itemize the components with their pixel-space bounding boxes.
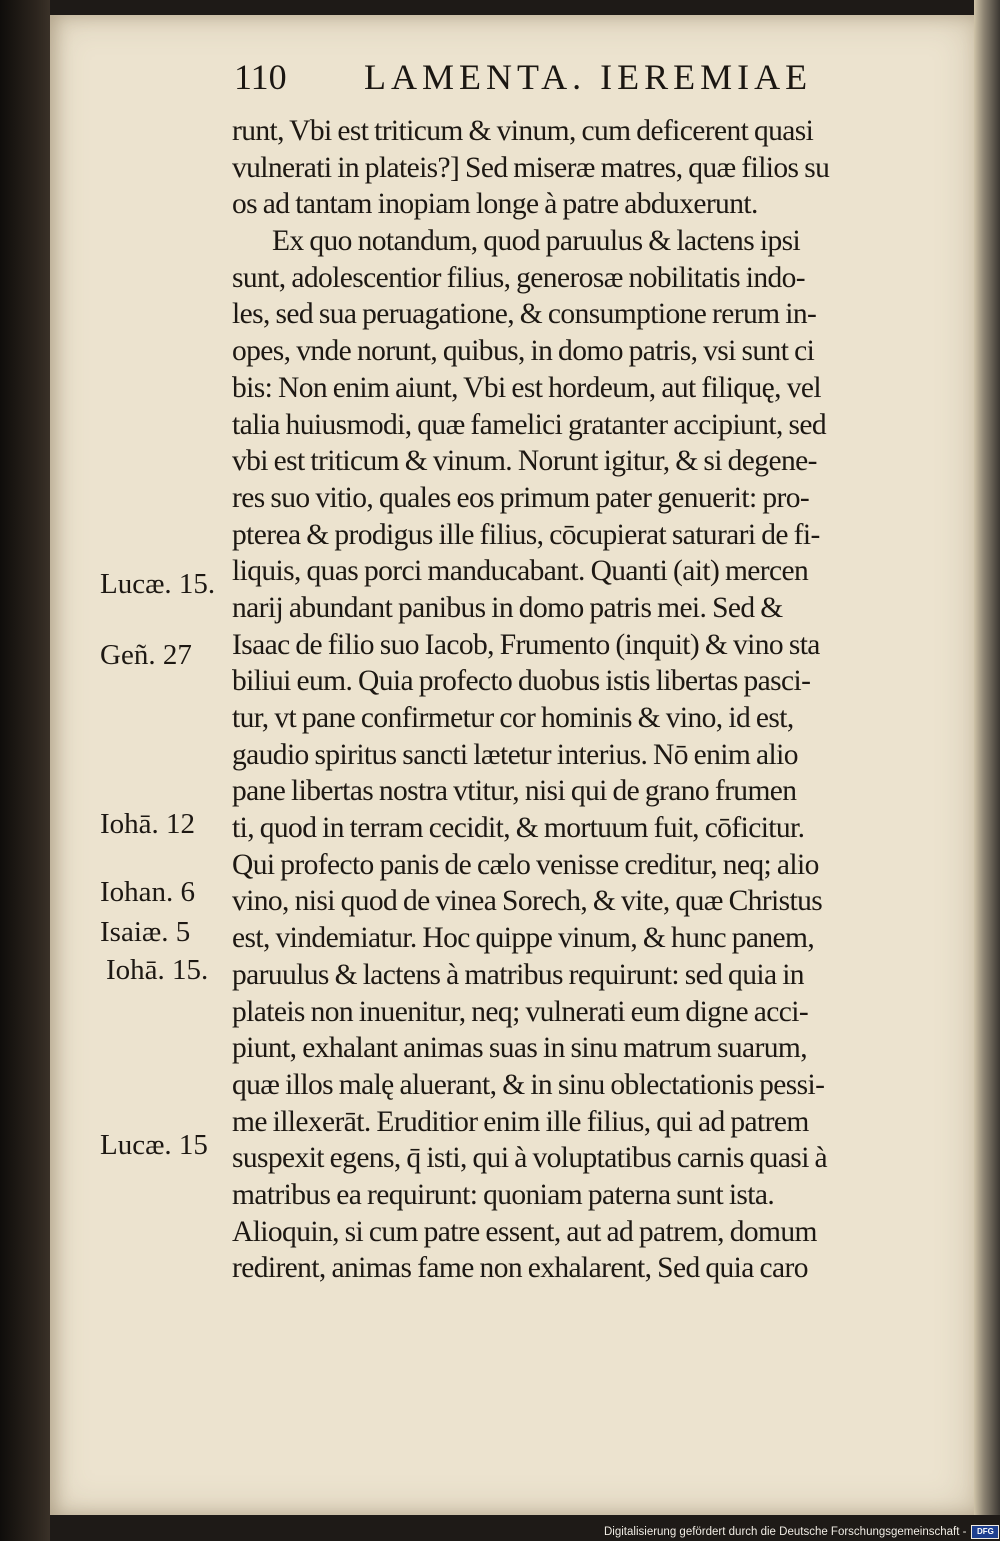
text-line: pane libertas nostra vtitur, nisi qui de grano frumen (232, 775, 797, 808)
text-line: pterea & prodigus ille filius, cōcupierat saturari de fi- (232, 518, 820, 551)
dfg-logo-icon: DFG (971, 1525, 999, 1539)
margin-note: Isaiæ. 5 (100, 916, 191, 948)
text-line: talia huiusmodi, quæ famelici gratanter accipiunt, sed (232, 408, 827, 441)
page-edge (974, 0, 1000, 1515)
text-line: biliui eum. Quia profecto duobus istis libertas pasci- (232, 665, 811, 698)
margin-note: Lucæ. 15 (100, 1129, 208, 1161)
text-line: suspexit egens, q̄ isti, qui à voluptatibus carnis quasi à (232, 1142, 828, 1175)
text-line: vulnerati in plateis?] Sed miseræ matres, quæ filios su (232, 151, 830, 184)
margin-note: Lucæ. 15. (100, 568, 216, 600)
margin-note: Iohā. 15. (106, 954, 209, 986)
margin-note: Geñ. 27 (100, 639, 192, 671)
text-line: est, vindemiatur. Hoc quippe vinum, & hunc panem, (232, 922, 815, 955)
text-line: les, sed sua peruagatione, & consumptione rerum in- (232, 298, 817, 331)
margin-note: Iohā. 12 (100, 808, 196, 840)
text-line: os ad tantam inopiam longe à patre abduxerunt. (232, 188, 758, 221)
text-line: Alioquin, si cum patre essent, aut ad patrem, domum (232, 1215, 817, 1248)
text-line: tur, vt pane confirmetur cor hominis & vino, id est, (232, 702, 794, 734)
text-line: runt, Vbi est triticum & vinum, cum deficerent quasi (232, 115, 814, 147)
text-line: matribus ea requirunt: quoniam paterna sunt ista. (232, 1178, 775, 1211)
digitization-credit (604, 1524, 999, 1540)
text-line: narij abundant panibus in domo patris mei. Sed & (232, 591, 783, 624)
text-line: plateis non inuenitur, neq; vulnerati eum digne acci- (232, 995, 809, 1028)
text-line: sunt, adolescentior filius, generosæ nobilitatis indo- (232, 261, 805, 294)
text-line: piunt, exhalant animas suas in sinu matrum suarum, (232, 1032, 808, 1065)
page-header (234, 52, 934, 102)
running-title: LAMENTA. IEREMIAE (364, 57, 813, 97)
text-line: opes, vnde norunt, quibus, in domo patris, vsi sunt ci (232, 335, 815, 368)
text-line: quæ illos malę aluerant, & in sinu oblectationis pessi- (232, 1068, 825, 1101)
text-line: paruulus & lactens à matribus requirunt: sed quia in (232, 958, 804, 991)
text-line: vbi est triticum & vinum. Norunt igitur, & si degene- (232, 445, 817, 478)
text-line: res suo vitio, quales eos primum pater genuerit: pro- (232, 481, 810, 514)
text-line: redirent, animas fame non exhalarent, Sed quia caro (232, 1252, 808, 1285)
text-line: vino, nisi quod de vinea Sorech, & vite, quæ Christus (232, 885, 823, 918)
text-line: Ex quo notandum, quod paruulus & lactens ipsi (272, 225, 801, 258)
text-line: me illexerāt. Eruditior enim ille filius, qui ad patrem (232, 1105, 809, 1138)
body-text (232, 113, 952, 1287)
text-line: Isaac de filio suo Iacob, Frumento (inquit) & vino sta (232, 628, 820, 661)
margin-note: Iohan. 6 (100, 876, 196, 908)
text-line: ti, quod in terram cecidit, & mortuum fuit, cōficitur. (232, 812, 805, 845)
text-line: bis: Non enim aiunt, Vbi est hordeum, aut filiquę, vel (232, 371, 821, 404)
text-line: gaudio spiritus sancti lætetur interius. Nō enim alio (232, 738, 798, 771)
text-line: liquis, quas porci manducabant. Quanti (ait) mercen (232, 555, 809, 588)
book-spine (0, 0, 50, 1541)
text-line: Qui profecto panis de cælo venisse creditur, neq; alio (232, 848, 819, 881)
credit-text: Digitalisierung gefördert durch die Deutsche Forschungsgemeinschaft - (604, 1526, 967, 1538)
page-number: 110 (234, 57, 287, 97)
